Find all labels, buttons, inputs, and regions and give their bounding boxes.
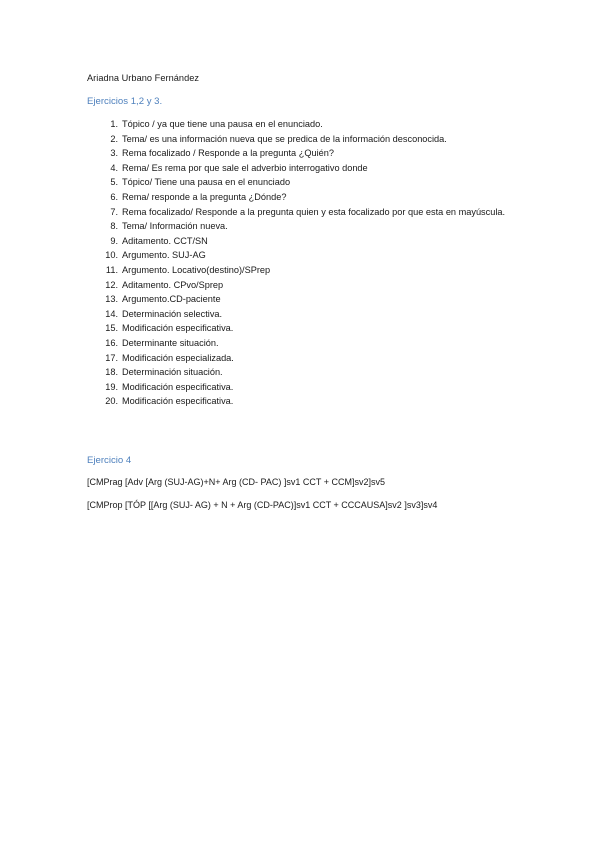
list-item [87, 248, 507, 263]
item-number: 2. [110, 133, 118, 144]
item-number: 20. [105, 396, 118, 407]
item-number: 3. [110, 148, 118, 159]
item-text: Modificación especificativa. [122, 323, 234, 334]
item-text: Rema/ Es rema por que sale el adverbio interrogativo donde [122, 162, 368, 173]
item-text: Aditamento. CCT/SN [122, 235, 208, 246]
item-number: 5. [110, 177, 118, 188]
item-text: Tópico / ya que tiene una pausa en el enunciado. [122, 119, 323, 129]
item-text: Rema focalizado/ Responde a la pregunta quien y esta focalizado por que esta en mayúscula. [122, 206, 506, 217]
list-item [87, 380, 507, 395]
item-number: 1. [110, 119, 118, 129]
item-number: 7. [110, 206, 118, 217]
item-text: Rema/ responde a la pregunta ¿Dónde? [122, 191, 287, 202]
item-text: Determinación selectiva. [122, 308, 223, 319]
item-number: 11. [105, 264, 118, 275]
list-item [87, 321, 507, 336]
item-text: Rema focalizado / Responde a la pregunta ¿Quién? [122, 148, 334, 159]
item-text: Modificación especializada. [122, 352, 234, 363]
list-item [87, 219, 507, 234]
item-number: 4. [110, 162, 118, 173]
item-text: Tema/ es una información nueva que se predica de la información desconocida. [122, 133, 447, 144]
item-number: 13. [105, 294, 118, 305]
author-name: Ariadna Urbano Fernández [87, 73, 200, 83]
list-item [87, 307, 507, 322]
item-number: 18. [105, 367, 118, 378]
list-item [87, 394, 507, 409]
item-number: 15. [105, 323, 118, 334]
item-text: Tópico/ Tiene una pausa en el enunciado [122, 177, 291, 188]
list-item [87, 190, 507, 205]
item-number: 19. [105, 381, 118, 392]
item-number: 17. [105, 352, 118, 363]
item-text: Tema/ Información nueva. [122, 221, 228, 232]
list-item [87, 175, 507, 190]
item-number: 16. [105, 337, 118, 348]
item-text: Modificación especificativa. [122, 396, 234, 407]
section-heading-exercises-1-3: Ejercicios 1,2 y 3. [87, 96, 163, 107]
item-text: Modificación especificativa. [122, 381, 234, 392]
item-number: 10. [105, 250, 118, 261]
list-item [87, 161, 507, 176]
item-text: Aditamento. CPvo/Sprep [122, 279, 224, 290]
list-item [87, 292, 507, 307]
item-number: 14. [105, 308, 118, 319]
syntax-formula-line: [CMProp [TÓP [[Arg (SUJ- AG) + N + Arg (CD-PAC)]sv1 CCT + CCCAUSA]sv2 ]sv3]sv4 [87, 500, 438, 510]
item-text: Determinante situación. [122, 337, 219, 348]
list-item [87, 278, 507, 293]
list-item [87, 205, 507, 220]
item-text: Argumento. Locativo(destino)/SPrep [122, 264, 271, 275]
list-item [87, 146, 507, 161]
list-item [87, 336, 507, 351]
list-item [87, 132, 507, 147]
answers-list [87, 117, 507, 409]
item-text: Argumento.CD-paciente [122, 294, 221, 305]
item-number: 6. [110, 191, 118, 202]
section-heading-exercise-4: Ejercicio 4 [87, 455, 132, 466]
item-number: 9. [110, 235, 118, 246]
item-text: Argumento. SUJ-AG [122, 250, 206, 261]
list-item [87, 263, 507, 278]
list-item [87, 351, 507, 366]
list-item [87, 117, 507, 132]
item-number: 8. [110, 221, 118, 232]
item-number: 12. [105, 279, 118, 290]
item-text: Determinación situación. [122, 367, 223, 378]
syntax-formula-line: [CMPrag [Adv [Arg (SUJ-AG)+N+ Arg (CD- PAC) ]sv1 CCT + CCM]sv2]sv5 [87, 477, 385, 487]
list-item [87, 234, 507, 249]
list-item [87, 365, 507, 380]
